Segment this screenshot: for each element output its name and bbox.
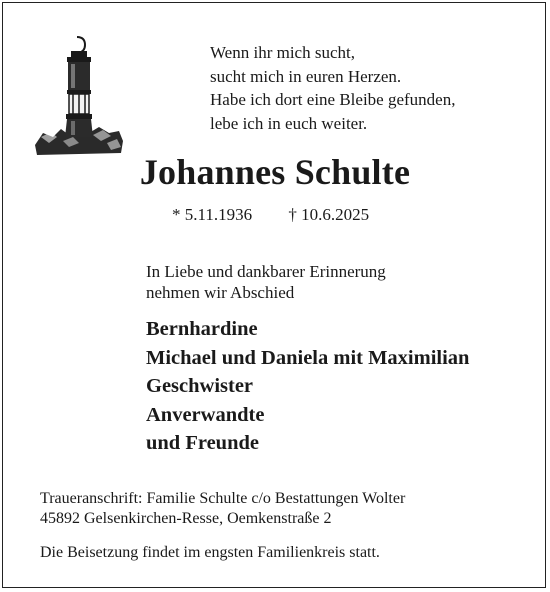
miners-lamp-icon [33,33,125,161]
poem [210,41,455,135]
deceased-name: Johannes Schulte [139,152,411,192]
intro-line: In Liebe und dankbarer Erinnerung [146,262,386,281]
life-dates [172,205,369,225]
address-line: Traueranschrift: Familie Schulte c/o Bestattungen Wolter [40,490,406,507]
intro-line: nehmen wir Abschied [146,283,295,302]
birth-date: * 5.11.1936 [172,205,253,224]
poem-line: Wenn ihr mich sucht, [210,43,355,62]
mourners-list [146,315,469,458]
address-line: 45892 Gelsenkirchen-Resse, Oemkenstraße 2 [40,510,332,527]
mourner-name: Michael und Daniela mit Maximilian [146,346,470,369]
mourner-name: Anverwandte [146,403,265,426]
death-date: † 10.6.2025 [288,205,370,224]
poem-line: sucht mich in euren Herzen. [210,66,402,86]
mourner-name: Geschwister [146,375,254,397]
mourning-address [40,489,405,529]
poem-line: lebe ich in euch weiter. [210,113,368,133]
mourner-name: Bernhardine [146,318,258,340]
obituary-frame [2,2,546,588]
funeral-note: Die Beisetzung findet im engsten Familienkreis statt. [40,544,380,561]
mourner-name: und Freunde [146,432,259,454]
intro-text [146,261,386,303]
poem-line: Habe ich dort eine Bleibe gefunden, [210,90,456,109]
